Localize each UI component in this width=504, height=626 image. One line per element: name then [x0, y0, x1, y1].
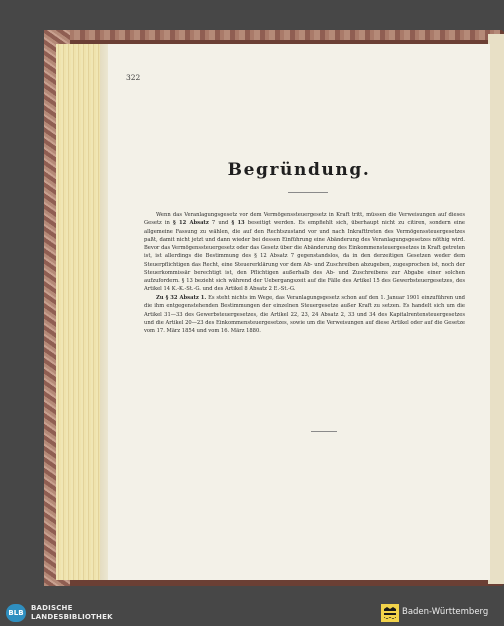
marbled-edge-top	[44, 30, 500, 40]
page-number: 322	[126, 73, 141, 82]
paragraph-1-bold-a: § 12 Absatz	[173, 220, 209, 227]
facing-page-edge	[488, 34, 504, 584]
blb-library-name[interactable]	[31, 604, 113, 622]
paragraph-1-bold-b: § 13	[231, 220, 245, 227]
closing-rule	[311, 431, 337, 432]
baden-wuerttemberg-crest-icon[interactable]	[381, 604, 399, 622]
blb-logo-icon[interactable]: BLB	[6, 604, 26, 622]
paragraph-2-text: Es steht nichts im Wege, das Veranlagungsgesetz schon auf den 1. Januar 1901 einzuführen und die ihm entgegenstehenden Bestimmungen der einzelnen Steuergesetze außer Kraft zu setzen. Es handelt sich um die Artikel 31—33 des Gewerbsteuergesetzes, die Artikel 22, 23, 24 Absatz 2, 33 und 34 des Kapitalrentensteuergesetzes und die Artikel 20—23 des Einkommensteuergesetzes, sowie um die Verweisungen auf diese Artikel oder auf die Gesetze vom 17. März 1854 und vom 16. März 1880.	[144, 295, 466, 334]
paragraph-1-text-b: 7 und	[208, 220, 232, 227]
paragraph-2-heading: Zu § 32 Absatz 1.	[156, 295, 207, 301]
title-rule	[288, 192, 328, 193]
paragraph-1	[144, 211, 465, 294]
paragraph-2	[144, 294, 465, 335]
page-title: Begründung.	[227, 160, 371, 180]
paragraph-1-text-c: beseitigt werden. Es empfiehlt sich, überhaupt nicht zu citiren, sondern eine allgemeine Fassung zu wählen, die auf den Rechtszustand vor und nach Inkrafttreten des Vermögenssteuergesetzes paßt, damit nicht jetzt und dann wieder bei dessen Einführung eine Abänderung des Veranlagungsgesetzes nöthig wird. Bevor das Vermögenssteuergesetz oder das Gesetz über die Abänderung des Einkommensteuergesetzes in Kraft getreten ist, ist allerdings die Bestimmung des § 12 Absatz 7 gegenstandslos, da in den derzeitigen Gesetzen weder dem Steuerpflichtigen das Recht, eine Steuererklärung vor dem Ab- und Zuschreiben abzugeben, zugesprochen ist, noch der Steuerkommissär berechtigt ist, den Pflichtigen außerhalb des Ab- und Zuschreibens zur Abgabe einer solchen aufzufordern. § 13 bezieht sich während der Uebergangszeit auf die Fälle des Artikel 15 des Gewerbsteuergesetzes, des Artikel 14 K.-K.-St.-G. und des Artikel 8 Absatz 2 E.-St.-G.	[144, 220, 466, 293]
blb-name-line-1: BADISCHE	[31, 604, 73, 612]
body-text	[144, 211, 465, 335]
baden-wuerttemberg-label[interactable]: Baden-Württemberg	[402, 607, 489, 617]
paragraph-1-text-a: Wenn das Veranlagungsgesetz vor dem Vermögenssteuergesetz in Kraft tritt, müssen die Verweisungen auf dieses Gesetz in	[144, 212, 465, 227]
book-page	[108, 44, 490, 580]
blb-name-line-2: LANDESBIBLIOTHEK	[31, 613, 113, 621]
